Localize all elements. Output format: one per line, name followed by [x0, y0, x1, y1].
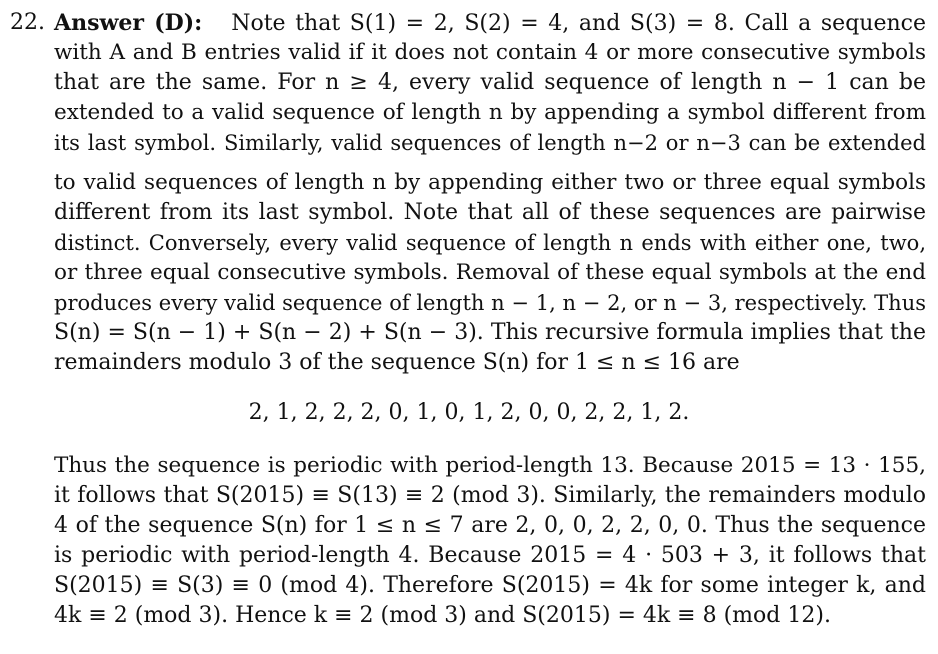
paragraph1-line-9: or three equal consecutive symbols. Removal of these equal symbols at the end [54, 260, 926, 285]
paragraph1-line-3: that are the same. For n ≥ 4, every valid sequence of length n − 1 can be [54, 70, 926, 95]
problem-number: 22. [10, 10, 45, 35]
paragraph1-line-1 [54, 8, 926, 39]
paragraph2-line-1: Thus the sequence is periodic with period-length 13. Because 2015 = 13 · 155, [54, 453, 926, 478]
paragraph2-line-2: it follows that S(2015) ≡ S(13) ≡ 2 (mod 3). Similarly, the remainders modulo [54, 483, 926, 508]
paragraph2-line-3: 4 of the sequence S(n) for 1 ≤ n ≤ 7 are 2, 0, 0, 2, 2, 0, 0. Thus the sequence [54, 513, 926, 538]
paragraph1-line-6: to valid sequences of length n by appending either two or three equal symbols [54, 170, 926, 195]
paragraph2-line-5: S(2015) ≡ S(3) ≡ 0 (mod 4). Therefore S(2015) = 4k for some integer k, and [54, 573, 926, 598]
paragraph1-line-12: remainders modulo 3 of the sequence S(n) for 1 ≤ n ≤ 16 are [54, 350, 740, 375]
display-sequence: 2, 1, 2, 2, 2, 0, 1, 0, 1, 2, 0, 0, 2, 2, 1, 2. [248, 400, 690, 425]
paragraph1-line-7: different from its last symbol. Note that all of these sequences are pairwise [54, 200, 926, 225]
paragraph2-line-4: is periodic with period-length 4. Because 2015 = 4 · 503 + 3, it follows that [54, 543, 926, 568]
paragraph1-line-8: distinct. Conversely, every valid sequence of length n ends with either one, two, [54, 231, 926, 255]
paragraph1-line-5: its last symbol. Similarly, valid sequences of length n−2 or n−3 can be extended [54, 131, 926, 155]
paragraph1-line-4: extended to a valid sequence of length n by appending a symbol different from [54, 100, 926, 125]
answer-label: Answer (D): [54, 10, 203, 36]
paragraph1-line-2: with A and B entries valid if it does not contain 4 or more consecutive symbols [54, 40, 926, 65]
paragraph1-line-11: S(n) = S(n − 1) + S(n − 2) + S(n − 3). This recursive formula implies that the [54, 320, 926, 345]
paragraph1-line-10: produces every valid sequence of length n − 1, n − 2, or n − 3, respectively. Thus [54, 291, 926, 315]
paragraph2-line-6: 4k ≡ 2 (mod 3). Hence k ≡ 2 (mod 3) and S(2015) = 4k ≡ 8 (mod 12). [54, 603, 831, 628]
paragraph1-line-1-text: Note that S(1) = 2, S(2) = 4, and S(3) = 8. Call a sequence [231, 11, 926, 36]
